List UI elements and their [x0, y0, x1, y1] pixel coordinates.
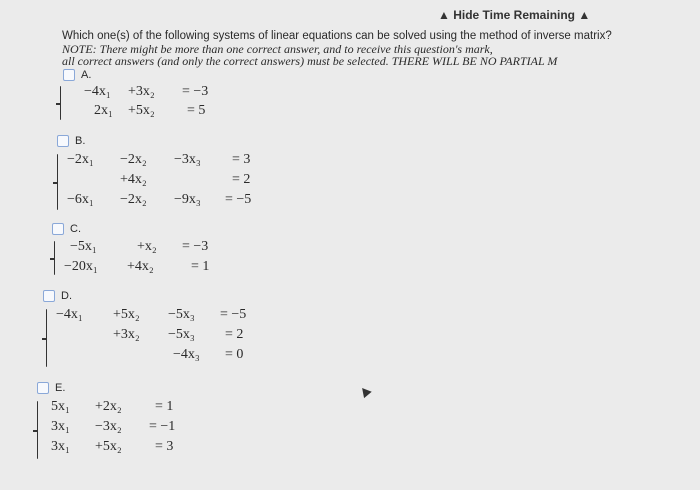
eq-rhs: = −3	[182, 84, 209, 99]
eq-term: −2x₂	[120, 152, 147, 167]
eq-rhs: = 1	[191, 259, 210, 274]
option-d-checkbox[interactable]	[43, 290, 55, 302]
option-c-checkbox[interactable]	[52, 223, 64, 235]
eq-term: −4x₃	[173, 347, 200, 362]
eq-rhs: = −1	[149, 419, 176, 434]
eq-term: 2x₁	[94, 103, 113, 118]
eq-term: +x₂	[137, 239, 157, 254]
eq-rhs: = 5	[187, 103, 206, 118]
eq-term: −5x₃	[168, 307, 195, 322]
eq-term: +5x₂	[113, 307, 140, 322]
eq-term: 3x₁	[51, 419, 70, 434]
eq-term: 5x₁	[51, 399, 70, 414]
eq-term: −5x₃	[168, 327, 195, 342]
eq-rhs: = 0	[225, 347, 244, 362]
eq-term: −4x₁	[84, 84, 111, 99]
option-b[interactable]	[57, 135, 85, 147]
eq-rhs: = −3	[182, 239, 209, 254]
option-a-checkbox[interactable]	[63, 69, 75, 81]
eq-term: 3x₁	[51, 439, 70, 454]
eq-term: −2x₂	[120, 192, 147, 207]
eq-term: −20x₁	[64, 259, 98, 274]
eq-term: −6x₁	[67, 192, 94, 207]
option-a[interactable]	[63, 69, 91, 81]
eq-term: −9x₃	[174, 192, 201, 207]
eq-term: +4x₂	[120, 172, 147, 187]
mouse-cursor-icon	[358, 385, 371, 398]
option-c-brace	[54, 241, 55, 275]
eq-term: −5x₁	[70, 239, 97, 254]
question-line-3: all correct answers (and only the correct answers) must be selected. THERE WILL BE NO PARTIAL M	[62, 54, 558, 68]
eq-term: −3x₃	[174, 152, 201, 167]
option-d[interactable]	[43, 290, 72, 302]
question-line-1: Which one(s) of the following systems of linear equations can be solved using the method of inverse matrix?	[62, 30, 612, 42]
eq-rhs: = 2	[232, 172, 251, 187]
option-c[interactable]	[52, 223, 81, 235]
eq-term: +5x₂	[95, 439, 122, 454]
option-a-brace	[60, 86, 61, 120]
question-text	[62, 30, 700, 68]
eq-rhs: = 3	[232, 152, 251, 167]
option-e-checkbox[interactable]	[37, 382, 49, 394]
option-e-brace	[37, 401, 38, 459]
question-line-2: NOTE: There might be more than one correct answer, and to receive this question's mark,	[62, 41, 493, 56]
eq-term: +2x₂	[95, 399, 122, 414]
option-b-label: B.	[75, 135, 86, 147]
option-d-label: D.	[61, 290, 72, 302]
eq-term: +4x₂	[127, 259, 154, 274]
option-a-label: A.	[81, 69, 92, 81]
option-d-brace	[46, 309, 47, 367]
eq-term: −2x₁	[67, 152, 94, 167]
eq-rhs: = −5	[225, 192, 252, 207]
eq-term: +5x₂	[128, 103, 155, 118]
option-e[interactable]	[37, 382, 65, 394]
option-c-label: C.	[70, 223, 81, 235]
eq-rhs: = 1	[155, 399, 174, 414]
hide-time-remaining-toggle[interactable]: ▲ Hide Time Remaining ▲	[438, 8, 591, 22]
option-b-checkbox[interactable]	[57, 135, 69, 147]
eq-rhs: = 2	[225, 327, 244, 342]
option-b-brace	[57, 154, 58, 210]
option-e-label: E.	[55, 382, 66, 394]
eq-term: −3x₂	[95, 419, 122, 434]
eq-rhs: = 3	[155, 439, 174, 454]
eq-term: +3x₂	[128, 84, 155, 99]
eq-term: −4x₁	[56, 307, 83, 322]
eq-rhs: = −5	[220, 307, 247, 322]
eq-term: +3x₂	[113, 327, 140, 342]
